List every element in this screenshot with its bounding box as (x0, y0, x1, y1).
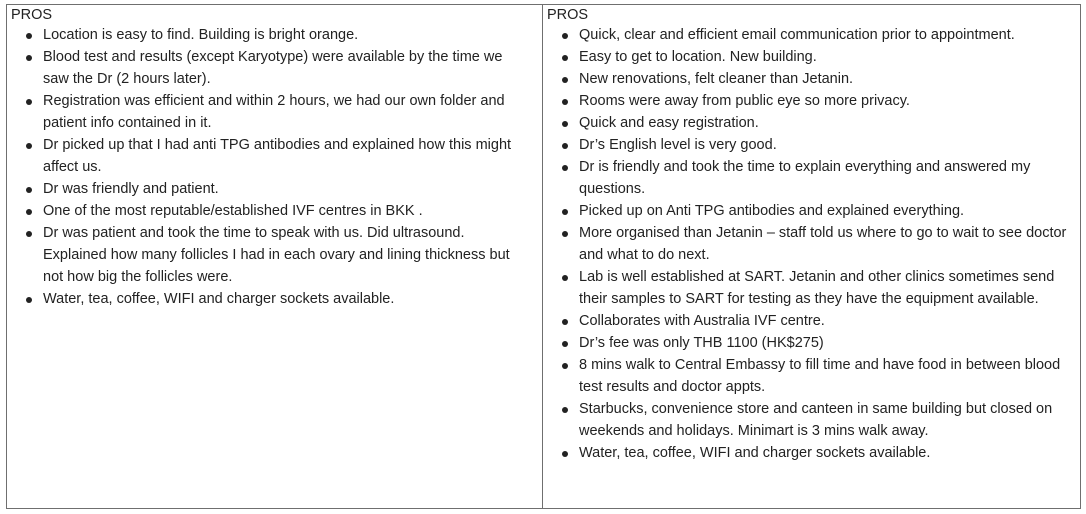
list-item (11, 46, 529, 90)
bullet-icon (562, 451, 568, 457)
bullet-icon (562, 99, 568, 105)
bullet-icon (562, 341, 568, 347)
list-item-text: Dr’s English level is very good. (579, 137, 777, 153)
pros-table (6, 4, 1081, 509)
list-item-text: One of the most reputable/established IVF centres in BKK . (43, 203, 423, 219)
bullet-icon (562, 363, 568, 369)
bullet-icon (562, 231, 568, 237)
list-item-text: Quick, clear and efficient email communication prior to appointment. (579, 27, 1015, 43)
list-item (11, 222, 529, 288)
list-item (11, 288, 529, 310)
left-list (11, 24, 538, 310)
list-item-text: Easy to get to location. New building. (579, 49, 817, 65)
list-item (547, 134, 1079, 156)
list-item-text: Dr was patient and took the time to speak with us. Did ultrasound. Explained how many follicles I had in each ovary and lining thickness but not how big the follicles were. (43, 225, 510, 285)
list-item-text: Dr is friendly and took the time to explain everything and answered my questions. (579, 159, 1031, 197)
list-item-text: Dr was friendly and patient. (43, 181, 219, 197)
left-column (7, 5, 543, 508)
list-item-text: Location is easy to find. Building is bright orange. (43, 27, 359, 43)
bullet-icon (562, 407, 568, 413)
bullet-icon (26, 297, 32, 303)
list-item-text: New renovations, felt cleaner than Jetanin. (579, 71, 854, 87)
list-item (547, 266, 1079, 310)
list-item-text: Water, tea, coffee, WIFI and charger sockets available. (43, 291, 395, 307)
bullet-icon (26, 209, 32, 215)
bullet-icon (26, 33, 32, 39)
list-item-text: Lab is well established at SART. Jetanin and other clinics sometimes send their samples to SART for testing as they have the equipment available. (579, 269, 1055, 307)
list-item (11, 178, 529, 200)
list-item (11, 200, 529, 222)
list-item (547, 398, 1079, 442)
list-item-text: Picked up on Anti TPG antibodies and explained everything. (579, 203, 965, 219)
bullet-icon (26, 187, 32, 193)
list-item (11, 134, 529, 178)
list-item (547, 310, 1079, 332)
right-heading: PROS (547, 7, 589, 23)
list-item (547, 442, 1079, 464)
list-item (547, 156, 1079, 200)
list-item-text: Dr picked up that I had anti TPG antibodies and explained how this might affect us. (43, 137, 512, 175)
bullet-icon (562, 121, 568, 127)
list-item-text: Dr’s fee was only THB 1100 (HK$275) (579, 335, 824, 351)
list-item-text: Starbucks, convenience store and canteen in same building but closed on weekends and holidays. Minimart is 3 mins walk away. (579, 401, 1053, 439)
list-item-text: Registration was efficient and within 2 hours, we had our own folder and patient info contained in it. (43, 93, 505, 131)
list-item-text: Rooms were away from public eye so more privacy. (579, 93, 910, 109)
bullet-icon (562, 165, 568, 171)
list-item (11, 90, 529, 134)
bullet-icon (26, 55, 32, 61)
list-item (547, 200, 1079, 222)
bullet-icon (562, 143, 568, 149)
bullet-icon (562, 319, 568, 325)
list-item (11, 24, 529, 46)
right-column (543, 5, 1080, 508)
bullet-icon (562, 55, 568, 61)
bullet-icon (26, 99, 32, 105)
list-item-text: More organised than Jetanin – staff told us where to go to wait to see doctor and what to do next. (579, 225, 1067, 263)
list-item (547, 24, 1079, 46)
bullet-icon (562, 77, 568, 83)
bullet-icon (26, 231, 32, 237)
bullet-icon (562, 33, 568, 39)
list-item (547, 222, 1079, 266)
list-item (547, 46, 1079, 68)
list-item-text: 8 mins walk to Central Embassy to fill time and have food in between blood test results and doctor appts. (579, 357, 1061, 395)
list-item (547, 112, 1079, 134)
list-item (547, 68, 1079, 90)
list-item-text: Water, tea, coffee, WIFI and charger sockets available. (579, 445, 931, 461)
left-heading: PROS (11, 7, 53, 23)
bullet-icon (562, 209, 568, 215)
list-item-text: Quick and easy registration. (579, 115, 759, 131)
list-item (547, 354, 1079, 398)
list-item-text: Blood test and results (except Karyotype) were available by the time we saw the Dr (2 hours later). (43, 49, 503, 87)
list-item (547, 90, 1079, 112)
bullet-icon (26, 143, 32, 149)
bullet-icon (562, 275, 568, 281)
list-item (547, 332, 1079, 354)
list-item-text: Collaborates with Australia IVF centre. (579, 313, 825, 329)
right-list (547, 24, 1076, 464)
